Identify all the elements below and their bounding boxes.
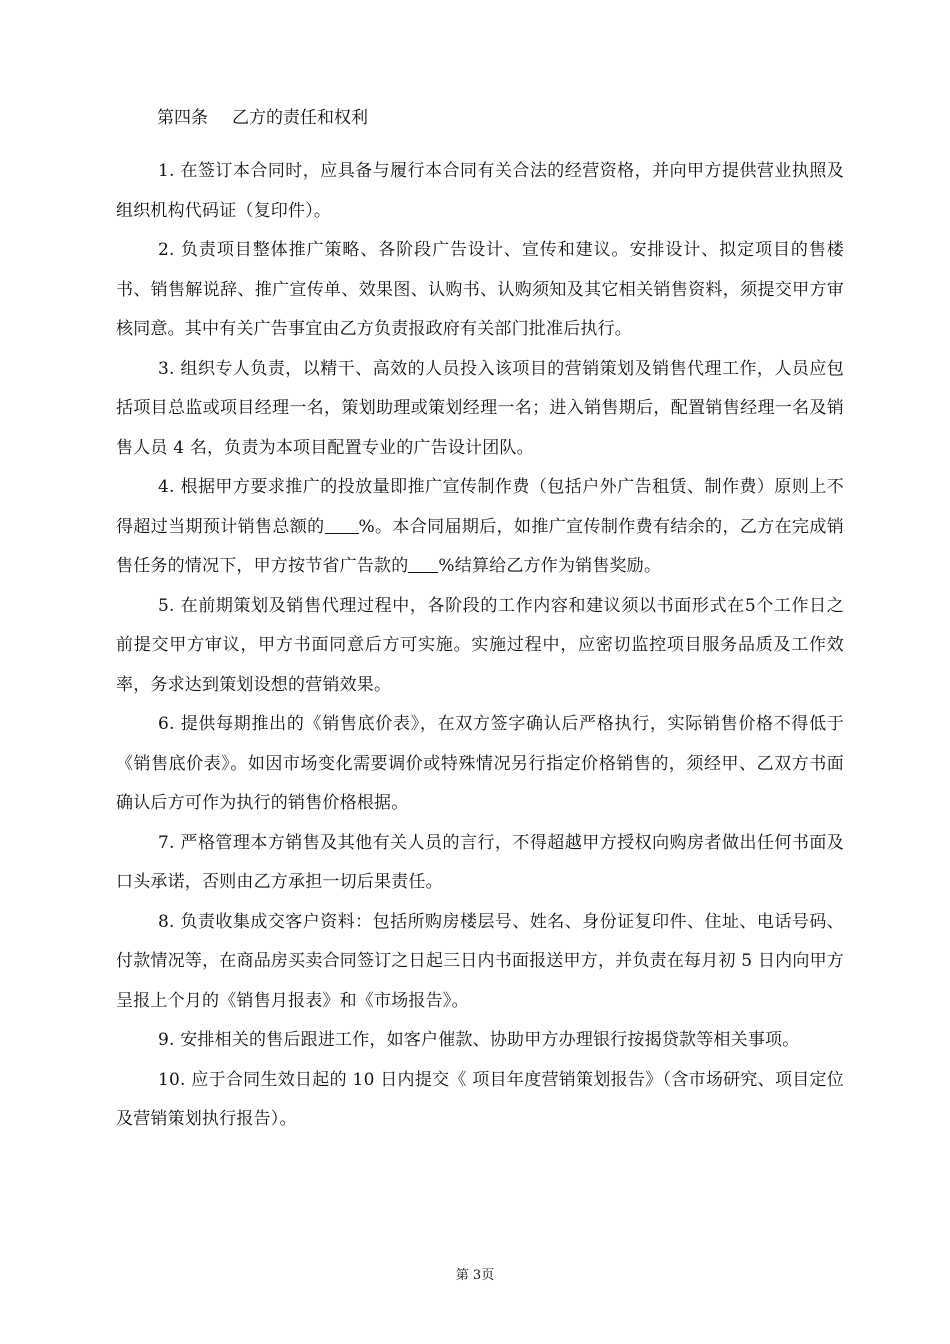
clause-3: 3. 组织专人负责，以精干、高效的人员投入该项目的营销策划及销售代理工作，人员应包括项目总监或项目经理一名，策划助理或策划经理一名；进入销售期后，配置销售经理一名及销售人员 4 名，负责为本项目配置专业的广告设计团队。 [116,358,844,458]
clause-4 [116,468,844,587]
clause-9: 9. 安排相关的售后跟进工作，如客户催款、协助甲方办理银行按揭贷款等相关事项。 [158,1030,800,1050]
article-title: 乙方的责任和权利 [232,108,368,128]
article-number: 第四条 [157,108,208,128]
clause-6: 6. 提供每期推出的《销售底价表》，在双方签字确认后严格执行，实际销售价格不得低于《销售底价表》。如因市场变化需要调价或特殊情况另行指定价格销售的，须经甲、乙双方书面确认后方可作为执行的销售价格根据。 [116,714,844,813]
clause-list [116,152,844,1140]
clause-8: 8. 负责收集成交客户资料：包括所购房楼层号、姓名、身份证复印件、住址、电话号码、付款情况等，在商品房买卖合同签订之日起三日内书面报送甲方，并负责在每月初 5 日内向甲方呈报上个月的《销售月报表》和《市场报告》。 [116,911,844,1011]
clause-10: 10. 应于合同生效日起的 10 日内提交《 项目年度营销策划报告》（含市场研究、项目定位及营销策划执行报告）。 [116,1069,844,1129]
clause-1: 1. 在签订本合同时，应具备与履行本合同有关合法的经营资格，并向甲方提供营业执照及组织机构代码证（复印件）。 [116,161,844,221]
clause-2: 2. 负责项目整体推广策略、各阶段广告设计、宣传和建议。安排设计、拟定项目的售楼书、销售解说辞、推广宣传单、效果图、认购书、认购须知及其它相关销售资料，须提交甲方审核同意。其中有关广告事宜由乙方负责报政府有关部门批准后执行。 [116,240,844,339]
clause-4-text-b: %。本合同届期后，如推广宣传制作费有结余的，乙方在完成销售任务的情况下，甲方按节省广告款的 [116,516,844,576]
clause-5: 5. 在前期策划及销售代理过程中，各阶段的工作内容和建议须以书面形式在5个工作日之前提交甲方审议，甲方书面同意后方可实施。实施过程中，应密切监控项目服务品质及工作效率，务求达到策划设想的营销效果。 [116,595,844,695]
clause-4-text-a: 4. 根据甲方要求推广的投放量即推广宣传制作费（包括户外广告租赁、制作费）原则上不得超过当期预计销售总额的 [116,477,844,537]
section-heading [157,104,368,132]
blank-field-percent-1 [325,513,359,534]
clause-7: 7. 严格管理本方销售及其他有关人员的言行，不得超越甲方授权向购房者做出任何书面及口头承诺，否则由乙方承担一切后果责任。 [116,832,844,892]
clause-4-text-c: %结算给乙方作为销售奖励。 [438,556,662,576]
page-number: 第 3页 [455,1268,495,1283]
blank-field-percent-2 [408,552,438,573]
